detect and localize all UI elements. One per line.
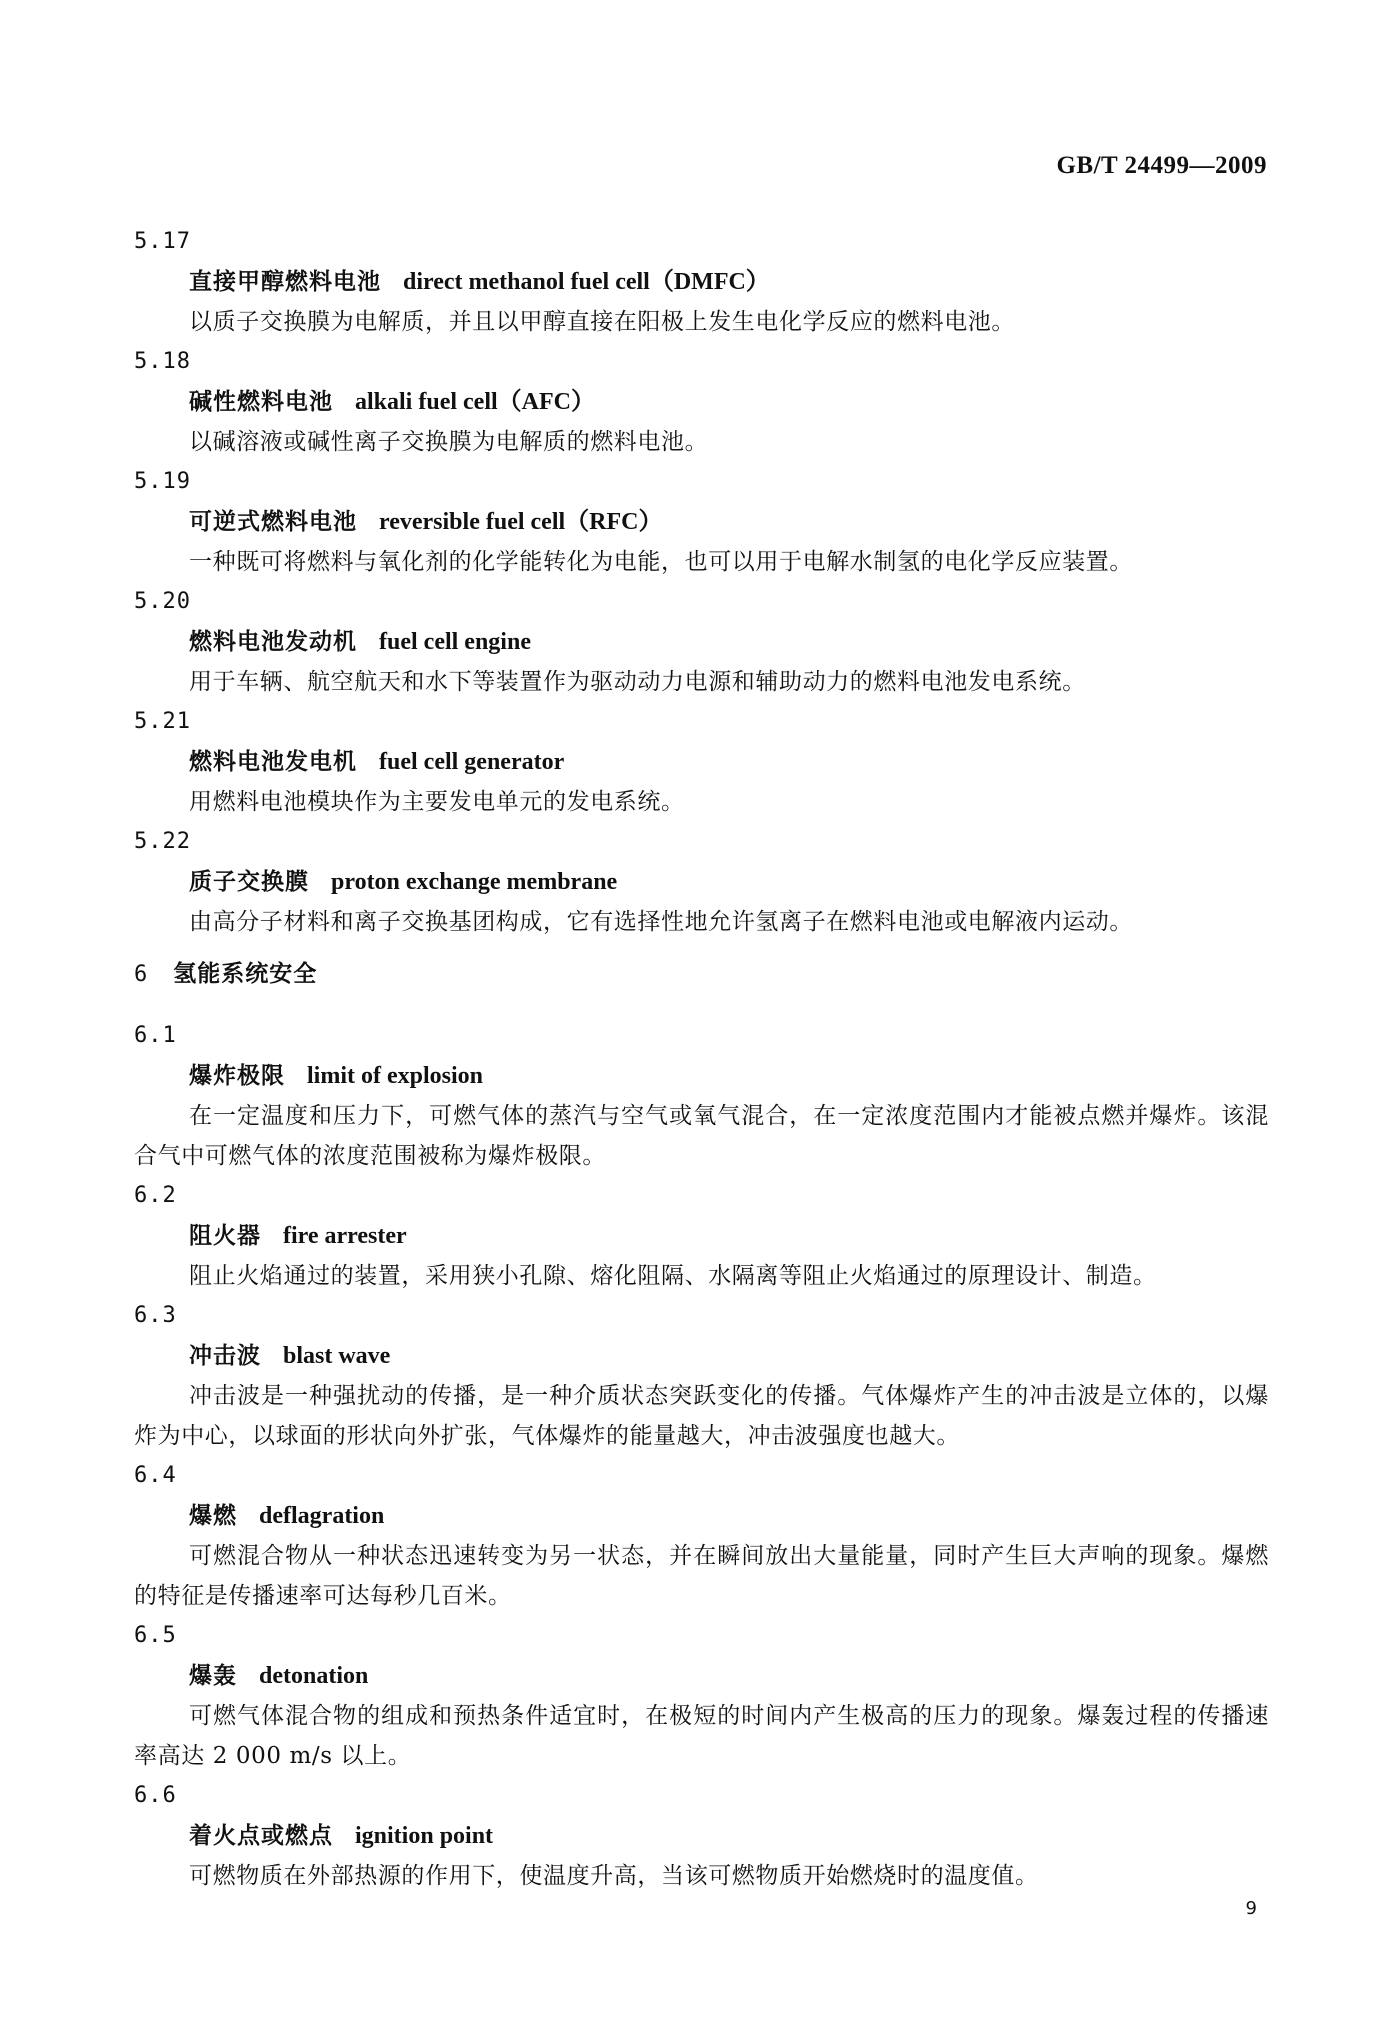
term-definition: 阻止火焰通过的装置，采用狭小孔隙、熔化阻隔、水隔离等阻止火焰通过的原理设计、制造。 bbox=[189, 1263, 1157, 1289]
term-chinese: 燃料电池发电机 bbox=[189, 749, 357, 775]
term-number: 5.19 bbox=[134, 469, 191, 494]
term-chinese: 着火点或燃点 bbox=[189, 1823, 333, 1849]
term-number: 5.17 bbox=[134, 229, 191, 254]
term-english: blast wave bbox=[283, 1343, 391, 1369]
term-english: direct methanol fuel cell（DMFC） bbox=[403, 269, 770, 295]
term-heading bbox=[134, 502, 1269, 542]
term-entry bbox=[134, 1776, 1269, 1896]
section-heading bbox=[134, 954, 1269, 994]
term-chinese: 碱性燃料电池 bbox=[189, 389, 333, 415]
term-definition: 用燃料电池模块作为主要发电单元的发电系统。 bbox=[189, 789, 685, 815]
term-entry bbox=[134, 1296, 1269, 1456]
term-english: proton exchange membrane bbox=[331, 869, 618, 895]
term-chinese: 燃料电池发动机 bbox=[189, 629, 357, 655]
term-english: fire arrester bbox=[283, 1223, 407, 1249]
term-heading bbox=[134, 622, 1269, 662]
term-chinese: 直接甲醇燃料电池 bbox=[189, 269, 381, 295]
term-number: 6.5 bbox=[134, 1623, 177, 1648]
term-definition: 由高分子材料和离子交换基团构成，它有选择性地允许氢离子在燃料电池或电解液内运动。 bbox=[189, 909, 1133, 935]
term-definition: 可燃混合物从一种状态迅速转变为另一状态，并在瞬间放出大量能量，同时产生巨大声响的现象。爆燃的特征是传播速率可达每秒几百米。 bbox=[134, 1543, 1269, 1609]
term-definition: 一种既可将燃料与氧化剂的化学能转化为电能，也可以用于电解水制氢的电化学反应装置。 bbox=[189, 549, 1133, 575]
term-chinese: 可逆式燃料电池 bbox=[189, 509, 357, 535]
term-english: alkali fuel cell（AFC） bbox=[355, 389, 595, 415]
term-chinese: 质子交换膜 bbox=[189, 869, 309, 895]
term-entry bbox=[134, 1176, 1269, 1296]
term-heading bbox=[134, 262, 1269, 302]
terms-content bbox=[134, 222, 1269, 1896]
term-english: ignition point bbox=[355, 1823, 494, 1849]
term-number: 5.18 bbox=[134, 349, 191, 374]
term-entry bbox=[134, 462, 1269, 582]
term-entry bbox=[134, 702, 1269, 822]
term-english: fuel cell generator bbox=[379, 749, 565, 775]
term-chinese: 冲击波 bbox=[189, 1343, 261, 1369]
term-chinese: 爆轰 bbox=[189, 1663, 237, 1689]
term-english: fuel cell engine bbox=[379, 629, 531, 655]
term-number: 5.22 bbox=[134, 829, 191, 854]
term-entry bbox=[134, 822, 1269, 942]
term-heading bbox=[134, 1216, 1269, 1256]
section-title: 氢能系统安全 bbox=[173, 961, 318, 987]
term-definition: 可燃气体混合物的组成和预热条件适宜时，在极短的时间内产生极高的压力的现象。爆轰过程的传播速率高达 2 000 m/s 以上。 bbox=[134, 1703, 1269, 1769]
term-number: 5.20 bbox=[134, 589, 191, 614]
term-definition: 可燃物质在外部热源的作用下，使温度升高，当该可燃物质开始燃烧时的温度值。 bbox=[189, 1863, 1039, 1889]
term-english: limit of explosion bbox=[307, 1063, 484, 1089]
page-number: 9 bbox=[1245, 1898, 1257, 1919]
standard-code: GB/T 24499—2009 bbox=[1056, 152, 1267, 179]
term-definition: 以碱溶液或碱性离子交换膜为电解质的燃料电池。 bbox=[189, 429, 709, 455]
term-heading bbox=[134, 1056, 1269, 1096]
term-entry bbox=[134, 1456, 1269, 1616]
term-definition: 用于车辆、航空航天和水下等装置作为驱动动力电源和辅助动力的燃料电池发电系统。 bbox=[189, 669, 1086, 695]
term-heading bbox=[134, 1816, 1269, 1856]
term-number: 6.4 bbox=[134, 1463, 177, 1488]
term-entry bbox=[134, 222, 1269, 342]
term-entry bbox=[134, 342, 1269, 462]
term-definition: 冲击波是一种强扰动的传播，是一种介质状态突跃变化的传播。气体爆炸产生的冲击波是立体的，以爆炸为中心，以球面的形状向外扩张，气体爆炸的能量越大，冲击波强度也越大。 bbox=[134, 1383, 1269, 1449]
term-english: deflagration bbox=[259, 1503, 385, 1529]
term-heading bbox=[134, 862, 1269, 902]
term-chinese: 爆燃 bbox=[189, 1503, 237, 1529]
term-english: reversible fuel cell（RFC） bbox=[379, 509, 663, 535]
term-number: 6.2 bbox=[134, 1183, 177, 1208]
term-entry bbox=[134, 1616, 1269, 1776]
term-entry bbox=[134, 1016, 1269, 1176]
term-heading bbox=[134, 742, 1269, 782]
term-chinese: 阻火器 bbox=[189, 1223, 261, 1249]
term-entry bbox=[134, 582, 1269, 702]
term-chinese: 爆炸极限 bbox=[189, 1063, 285, 1089]
term-heading bbox=[134, 382, 1269, 422]
term-definition: 以质子交换膜为电解质，并且以甲醇直接在阳极上发生电化学反应的燃料电池。 bbox=[189, 309, 1015, 335]
term-english: detonation bbox=[259, 1663, 369, 1689]
term-number: 6.3 bbox=[134, 1303, 177, 1328]
term-heading bbox=[134, 1656, 1269, 1696]
term-heading bbox=[134, 1336, 1269, 1376]
section-number: 6 bbox=[134, 962, 148, 987]
term-number: 6.1 bbox=[134, 1023, 177, 1048]
term-number: 5.21 bbox=[134, 709, 191, 734]
term-definition: 在一定温度和压力下，可燃气体的蒸汽与空气或氧气混合，在一定浓度范围内才能被点燃并爆炸。该混合气中可燃气体的浓度范围被称为爆炸极限。 bbox=[134, 1103, 1269, 1169]
term-heading bbox=[134, 1496, 1269, 1536]
term-number: 6.6 bbox=[134, 1783, 177, 1808]
